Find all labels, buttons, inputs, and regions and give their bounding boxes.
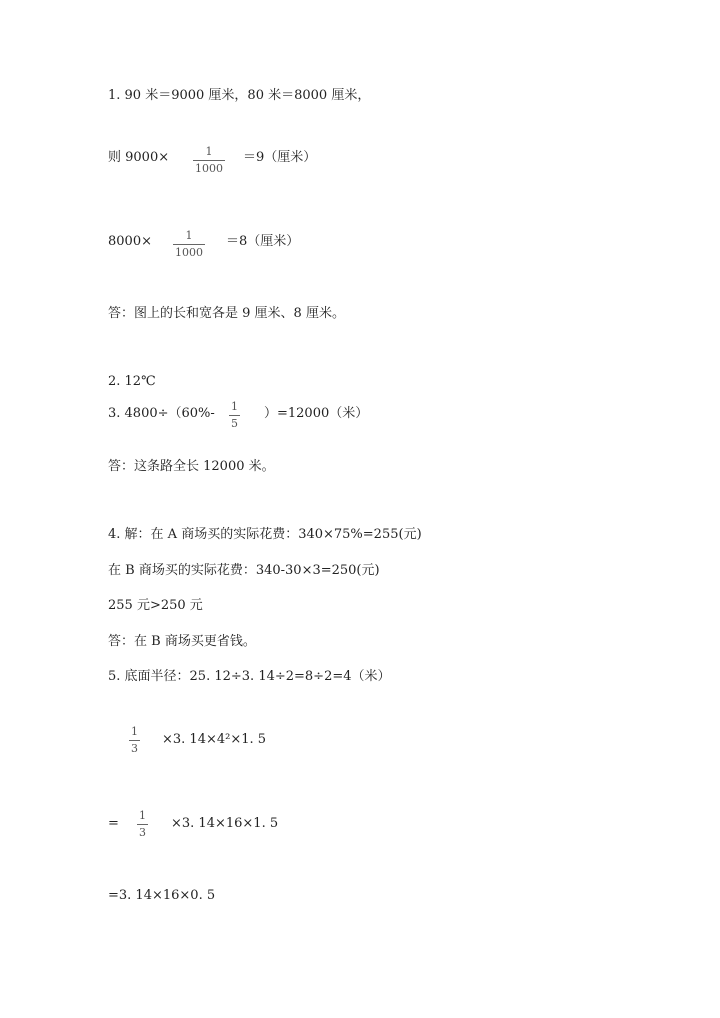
q5-line3-fraction bbox=[137, 810, 148, 839]
fraction-denominator: 3 bbox=[139, 826, 146, 839]
fraction-numerator: 1 bbox=[205, 145, 213, 158]
q5-line2-post: ×3. 14×4²×1. 5 bbox=[162, 732, 267, 747]
q2-line1: 2. 12℃ bbox=[108, 374, 156, 389]
q1-line1: 1. 90 米＝9000 厘米，80 米＝8000 厘米， bbox=[108, 88, 371, 103]
q3-fraction bbox=[229, 401, 240, 430]
q1-line3-post: ＝8（厘米） bbox=[226, 234, 300, 249]
fraction-denominator: 5 bbox=[231, 417, 238, 430]
q1-line2-post: ＝9（厘米） bbox=[243, 150, 317, 165]
q1-answer: 答：图上的长和宽各是 9 厘米、8 厘米。 bbox=[108, 306, 345, 321]
q3-line1-pre: 3. 4800÷（60%- bbox=[108, 406, 215, 421]
q1-line3-pre: 8000× bbox=[108, 234, 152, 249]
fraction-numerator: 1 bbox=[131, 725, 138, 738]
fraction-bar bbox=[137, 824, 148, 825]
fraction-denominator: 1000 bbox=[195, 162, 223, 175]
fraction-bar bbox=[173, 244, 205, 245]
q5-line2-fraction bbox=[129, 726, 140, 755]
q5-line4: =3. 14×16×0. 5 bbox=[108, 888, 216, 903]
q4-answer: 答：在 B 商场买更省钱。 bbox=[108, 634, 256, 649]
fraction-numerator: 1 bbox=[139, 809, 146, 822]
q1-line2-fraction bbox=[193, 146, 225, 175]
fraction-numerator: 1 bbox=[231, 400, 238, 413]
fraction-numerator: 1 bbox=[185, 229, 193, 242]
fraction-bar bbox=[229, 415, 240, 416]
q5-line1: 5. 底面半径：25. 12÷3. 14÷2=8÷2=4（米） bbox=[108, 669, 391, 684]
fraction-bar bbox=[193, 160, 225, 161]
q3-line1-post: ）=12000（米） bbox=[264, 406, 369, 421]
q4-line2: 在 B 商场买的实际花费：340-30×3=250(元) bbox=[108, 563, 380, 578]
q1-line2-pre: 则 9000× bbox=[108, 150, 170, 165]
q4-line1: 4. 解：在 A 商场买的实际花费：340×75%=255(元) bbox=[108, 527, 422, 542]
q4-line3: 255 元>250 元 bbox=[108, 598, 203, 613]
q5-line3-pre: = bbox=[108, 816, 119, 831]
fraction-denominator: 1000 bbox=[175, 246, 203, 259]
fraction-denominator: 3 bbox=[131, 742, 138, 755]
q5-line3-post: ×3. 14×16×1. 5 bbox=[171, 816, 279, 831]
q3-answer: 答：这条路全长 12000 米。 bbox=[108, 459, 275, 474]
q1-line3-fraction bbox=[173, 230, 205, 259]
fraction-bar bbox=[129, 740, 140, 741]
